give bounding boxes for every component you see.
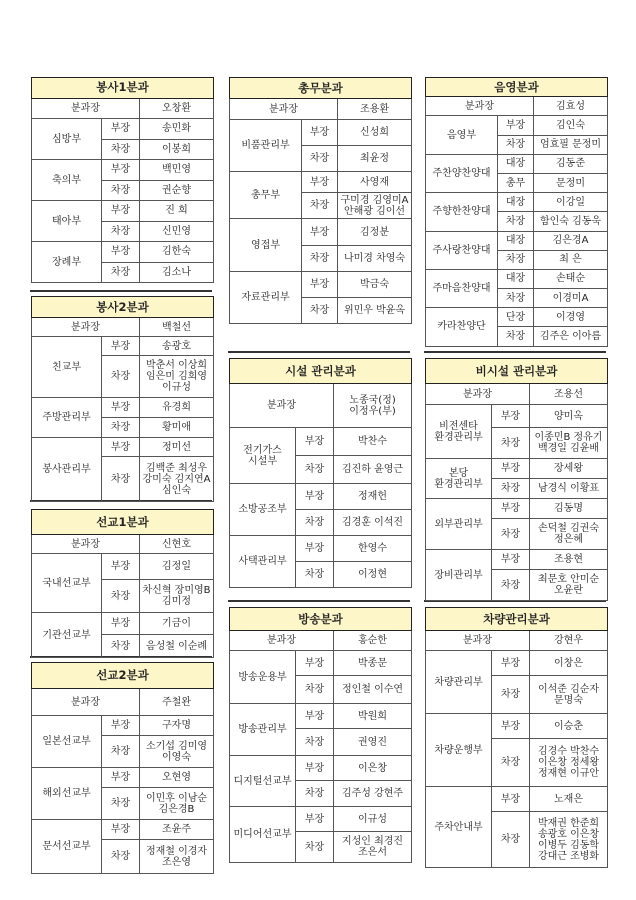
department-name: 카라찬양단 xyxy=(426,308,498,346)
role-label: 차장 xyxy=(498,212,534,231)
role-label: 부장 xyxy=(492,651,530,676)
committee-table-vehicle xyxy=(425,607,608,868)
department-name: 주향한찬양대 xyxy=(426,193,498,231)
role-label: 부장 xyxy=(492,787,530,812)
member-names: 김소나 xyxy=(140,262,214,283)
member-names: 김정분 xyxy=(338,219,412,246)
table-row xyxy=(426,154,608,173)
table-row xyxy=(230,484,412,510)
department-name: 소방공조부 xyxy=(230,484,296,536)
member-names: 권순향 xyxy=(140,180,214,201)
department-name: 비전센타 환경관리부 xyxy=(426,405,492,459)
role-label: 차장 xyxy=(296,510,334,536)
role-label: 차장 xyxy=(102,457,140,502)
committee-table-mission1 xyxy=(31,509,214,658)
department-name: 축의부 xyxy=(32,160,102,201)
member-names: 권영진 xyxy=(334,729,412,756)
committee-head-name: 백철선 xyxy=(140,318,214,337)
member-names: 음성철 이순례 xyxy=(140,635,214,658)
department-name: 일본선교부 xyxy=(32,716,102,768)
role-label: 부장 xyxy=(296,428,334,456)
committee-head-name: 조용환 xyxy=(338,99,412,120)
member-names: 최윤정 xyxy=(338,146,412,172)
role-label: 차장 xyxy=(102,221,140,242)
role-label: 부장 xyxy=(302,272,338,298)
committee-head-label: 분과장 xyxy=(426,384,530,405)
member-names: 신성희 xyxy=(338,120,412,146)
member-names: 조윤주 xyxy=(140,820,214,840)
role-label: 부장 xyxy=(296,536,334,562)
role-label: 대장 xyxy=(498,231,534,250)
role-label: 부장 xyxy=(492,550,530,570)
table-row xyxy=(230,807,412,832)
member-names: 이강일 xyxy=(534,193,608,212)
committee-table-nonfacility xyxy=(425,358,608,601)
department-name: 태아부 xyxy=(32,201,102,242)
member-names: 이봉희 xyxy=(140,139,214,160)
role-label: 차장 xyxy=(102,788,140,820)
separator-line xyxy=(228,351,410,353)
committee-head-name: 신현호 xyxy=(140,535,214,554)
department-name: 문서선교부 xyxy=(32,820,102,874)
role-label: 차장 xyxy=(296,562,334,588)
role-label: 부장 xyxy=(102,613,140,635)
table-row xyxy=(426,269,608,288)
role-label: 차장 xyxy=(492,519,530,550)
member-names: 나미경 차영숙 xyxy=(338,246,412,272)
committee-head-label: 분과장 xyxy=(426,631,530,651)
department-name: 심방부 xyxy=(32,119,102,160)
role-label: 부장 xyxy=(492,714,530,739)
committee-title: 비시설 관리분과 xyxy=(426,359,608,384)
role-label: 부장 xyxy=(102,820,140,840)
member-names: 이규성 xyxy=(334,807,412,832)
department-name: 주차안내부 xyxy=(426,787,492,868)
member-names: 송민화 xyxy=(140,119,214,140)
member-names: 김경수 박찬수 이은창 정세왕 정재현 이규안 xyxy=(530,739,608,787)
committee-title: 봉사2분과 xyxy=(32,297,214,318)
role-label: 차장 xyxy=(498,250,534,269)
member-names: 기금이 xyxy=(140,613,214,635)
member-names: 노재은 xyxy=(530,787,608,812)
department-name: 기관선교부 xyxy=(32,613,102,658)
table-row xyxy=(230,219,412,246)
member-names: 오현영 xyxy=(140,768,214,788)
table-row xyxy=(32,119,214,140)
member-names: 사영재 xyxy=(338,172,412,193)
member-names: 손태순 xyxy=(534,269,608,288)
separator-line xyxy=(30,290,212,292)
committee-table-bongsa2 xyxy=(31,296,214,502)
role-label: 부장 xyxy=(102,201,140,222)
table-row xyxy=(32,820,214,840)
role-label: 차장 xyxy=(498,135,534,154)
role-label: 부장 xyxy=(296,651,334,676)
role-label: 차장 xyxy=(492,479,530,499)
committee-table-broadcast xyxy=(229,607,412,863)
member-names: 김주성 강현주 xyxy=(334,781,412,807)
table-row xyxy=(32,554,214,580)
table-row xyxy=(32,242,214,263)
member-names: 이석준 김순자 문명숙 xyxy=(530,676,608,714)
member-names: 최 은 xyxy=(534,250,608,269)
table-row xyxy=(32,613,214,635)
member-names: 한영수 xyxy=(334,536,412,562)
role-label: 차장 xyxy=(102,418,140,438)
member-names: 박종문 xyxy=(334,651,412,676)
role-label: 단장 xyxy=(498,308,534,327)
committee-head-label: 분과장 xyxy=(32,318,140,337)
table-row xyxy=(32,398,214,418)
role-label: 차장 xyxy=(102,180,140,201)
role-label: 부장 xyxy=(296,807,334,832)
committee-head-name: 강현우 xyxy=(530,631,608,651)
role-label: 대장 xyxy=(498,269,534,288)
member-names: 이경미A xyxy=(534,289,608,308)
committee-table-eumyoung xyxy=(425,77,608,347)
role-label: 대장 xyxy=(498,154,534,173)
role-label: 차장 xyxy=(102,139,140,160)
table-row xyxy=(230,120,412,146)
table-row xyxy=(426,116,608,135)
committee-table-facility xyxy=(229,358,412,588)
member-names: 소기섭 김미영 이영숙 xyxy=(140,736,214,768)
role-label: 차장 xyxy=(492,812,530,868)
committee-table-chongmu xyxy=(229,77,412,324)
member-names: 남경식 이황표 xyxy=(530,479,608,499)
table-row xyxy=(230,704,412,729)
role-label: 부장 xyxy=(296,756,334,781)
table-row xyxy=(426,787,608,812)
member-names: 김한숙 xyxy=(140,242,214,263)
table-row xyxy=(32,438,214,457)
member-names: 황미애 xyxy=(140,418,214,438)
table-row xyxy=(32,768,214,788)
table-row xyxy=(426,231,608,250)
separator-line xyxy=(424,351,606,353)
committee-head-label: 분과장 xyxy=(230,99,338,120)
role-label: 차장 xyxy=(102,580,140,613)
role-label: 차장 xyxy=(296,456,334,484)
committee-title: 방송분과 xyxy=(230,608,412,631)
member-names: 유경희 xyxy=(140,398,214,418)
table-row xyxy=(32,160,214,181)
department-name: 해외선교부 xyxy=(32,768,102,820)
role-label: 총무 xyxy=(498,173,534,192)
member-names: 이종민B 정유기 백경일 김윤배 xyxy=(530,428,608,459)
member-names: 구미경 김영미A 안해광 김이선 xyxy=(338,193,412,219)
member-names: 박원희 xyxy=(334,704,412,729)
department-name: 외부관리부 xyxy=(426,499,492,550)
member-names: 손덕철 김권숙 정은혜 xyxy=(530,519,608,550)
role-label: 차장 xyxy=(498,327,534,346)
department-name: 전기가스 시설부 xyxy=(230,428,296,484)
committee-head-label: 분과장 xyxy=(32,535,140,554)
table-row xyxy=(426,405,608,428)
role-label: 부장 xyxy=(498,116,534,135)
role-label: 부장 xyxy=(102,716,140,736)
role-label: 부장 xyxy=(102,438,140,457)
member-names: 김경훈 이석진 xyxy=(334,510,412,536)
role-label: 차장 xyxy=(302,298,338,324)
role-label: 차장 xyxy=(102,356,140,398)
member-names: 장세왕 xyxy=(530,459,608,479)
department-name: 봉사관리부 xyxy=(32,438,102,502)
department-name: 차량관리부 xyxy=(426,651,492,714)
member-names: 정미선 xyxy=(140,438,214,457)
table-row xyxy=(32,337,214,356)
role-label: 차장 xyxy=(102,840,140,874)
member-names: 문정미 xyxy=(534,173,608,192)
role-label: 부장 xyxy=(492,499,530,519)
department-name: 미디어선교부 xyxy=(230,807,296,863)
committee-head-label: 분과장 xyxy=(230,631,334,651)
member-names: 이은창 xyxy=(334,756,412,781)
department-name: 음영부 xyxy=(426,116,498,154)
committee-head-name: 김효성 xyxy=(534,97,608,116)
table-row xyxy=(32,716,214,736)
department-name: 주사랑찬양대 xyxy=(426,231,498,269)
committee-head-name: 조용선 xyxy=(530,384,608,405)
member-names: 김주은 이아름 xyxy=(534,327,608,346)
member-names: 김동명 xyxy=(530,499,608,519)
member-names: 구자명 xyxy=(140,716,214,736)
role-label: 차장 xyxy=(296,676,334,704)
member-names: 지성인 최경진 조은서 xyxy=(334,832,412,863)
table-row xyxy=(230,651,412,676)
role-label: 차장 xyxy=(492,739,530,787)
role-label: 부장 xyxy=(492,459,530,479)
member-names: 박춘서 이상희 임은미 김희영 이규성 xyxy=(140,356,214,398)
role-label: 차장 xyxy=(102,635,140,658)
committee-title: 차량관리분과 xyxy=(426,608,608,631)
role-label: 부장 xyxy=(102,768,140,788)
role-label: 차장 xyxy=(296,832,334,863)
committee-table-bongsa1 xyxy=(31,77,214,283)
member-names: 김정일 xyxy=(140,554,214,580)
role-label: 차장 xyxy=(302,146,338,172)
department-name: 본당 환경관리부 xyxy=(426,459,492,499)
role-label: 차장 xyxy=(492,428,530,459)
department-name: 주방관리부 xyxy=(32,398,102,438)
table-row xyxy=(230,172,412,193)
committee-table-mission2 xyxy=(31,662,214,874)
department-name: 방송관리부 xyxy=(230,704,296,756)
role-label: 부장 xyxy=(102,119,140,140)
table-row xyxy=(32,201,214,222)
member-names: 정재헌 xyxy=(334,484,412,510)
member-names: 함인숙 김동욱 xyxy=(534,212,608,231)
committee-head-name: 오창환 xyxy=(140,98,214,119)
role-label: 부장 xyxy=(102,242,140,263)
role-label: 부장 xyxy=(302,120,338,146)
role-label: 부장 xyxy=(492,405,530,428)
department-name: 디지털선교부 xyxy=(230,756,296,807)
department-name: 장례부 xyxy=(32,242,102,283)
role-label: 부장 xyxy=(102,554,140,580)
committee-head-label: 분과장 xyxy=(32,98,140,119)
department-name: 국내선교부 xyxy=(32,554,102,613)
table-row xyxy=(426,651,608,676)
department-name: 방송운용부 xyxy=(230,651,296,704)
member-names: 송광호 xyxy=(140,337,214,356)
committee-head-name: 주철완 xyxy=(140,689,214,716)
department-name: 장비관리부 xyxy=(426,550,492,601)
role-label: 부장 xyxy=(296,704,334,729)
role-label: 차장 xyxy=(102,736,140,768)
committee-head-label: 분과장 xyxy=(32,689,140,716)
role-label: 차장 xyxy=(296,729,334,756)
department-name: 주찬양찬양대 xyxy=(426,154,498,192)
committee-head-name: 홍순한 xyxy=(334,631,412,651)
role-label: 차장 xyxy=(492,676,530,714)
table-row xyxy=(426,193,608,212)
role-label: 차장 xyxy=(302,193,338,219)
department-name: 사택관리부 xyxy=(230,536,296,588)
table-row xyxy=(426,714,608,739)
separator-line xyxy=(228,600,410,602)
committee-title: 총무분과 xyxy=(230,78,412,99)
role-label: 차장 xyxy=(492,570,530,601)
member-names: 박재권 한준희 송광호 이은창 이병두 김동학 강대근 조병화 xyxy=(530,812,608,868)
member-names: 정재철 이경자 조은영 xyxy=(140,840,214,874)
role-label: 차장 xyxy=(102,262,140,283)
member-names: 위민우 박윤옥 xyxy=(338,298,412,324)
committee-title: 봉사1분과 xyxy=(32,78,214,99)
table-row xyxy=(230,428,412,456)
table-row xyxy=(230,536,412,562)
committee-head-label: 분과장 xyxy=(230,384,334,428)
table-row xyxy=(426,550,608,570)
committee-title: 선교2분과 xyxy=(32,663,214,689)
member-names: 백민영 xyxy=(140,160,214,181)
department-name: 차량운행부 xyxy=(426,714,492,787)
member-names: 이민후 이남순 김은경B xyxy=(140,788,214,820)
member-names: 박금숙 xyxy=(338,272,412,298)
committee-title: 시설 관리분과 xyxy=(230,359,412,384)
member-names: 김은경A xyxy=(534,231,608,250)
role-label: 부장 xyxy=(302,172,338,193)
table-row xyxy=(426,459,608,479)
role-label: 부장 xyxy=(302,219,338,246)
role-label: 부장 xyxy=(102,160,140,181)
committee-title: 음영분과 xyxy=(426,78,608,97)
member-names: 차신혁 장미영B 김미정 xyxy=(140,580,214,613)
role-label: 차장 xyxy=(302,246,338,272)
member-names: 김동준 xyxy=(534,154,608,173)
member-names: 이승춘 xyxy=(530,714,608,739)
role-label: 부장 xyxy=(102,337,140,356)
department-name: 주마음찬양대 xyxy=(426,269,498,307)
member-names: 엄효필 문정미 xyxy=(534,135,608,154)
department-name: 영접부 xyxy=(230,219,302,272)
member-names: 조용현 xyxy=(530,550,608,570)
committee-title: 선교1분과 xyxy=(32,510,214,535)
member-names: 진 희 xyxy=(140,201,214,222)
role-label: 부장 xyxy=(102,398,140,418)
department-name: 자료관리부 xyxy=(230,272,302,324)
role-label: 대장 xyxy=(498,193,534,212)
table-row xyxy=(230,272,412,298)
committee-head-name: 노종국(정) 이정우(부) xyxy=(334,384,412,428)
table-row xyxy=(426,499,608,519)
member-names: 최문호 안미순 오윤란 xyxy=(530,570,608,601)
table-row xyxy=(230,756,412,781)
member-names: 양미옥 xyxy=(530,405,608,428)
role-label: 부장 xyxy=(296,484,334,510)
member-names: 이창은 xyxy=(530,651,608,676)
role-label: 차장 xyxy=(498,289,534,308)
member-names: 이정현 xyxy=(334,562,412,588)
committee-head-label: 분과장 xyxy=(426,97,534,116)
member-names: 이경영 xyxy=(534,308,608,327)
department-name: 비품관리부 xyxy=(230,120,302,172)
role-label: 차장 xyxy=(296,781,334,807)
member-names: 김인숙 xyxy=(534,116,608,135)
department-name: 총무부 xyxy=(230,172,302,219)
member-names: 박찬수 xyxy=(334,428,412,456)
member-names: 김진하 윤영근 xyxy=(334,456,412,484)
department-name: 친교부 xyxy=(32,337,102,398)
member-names: 정인철 이수연 xyxy=(334,676,412,704)
member-names: 김백준 최성우 강미숙 김지연A 심인숙 xyxy=(140,457,214,502)
table-row xyxy=(426,308,608,327)
member-names: 신민영 xyxy=(140,221,214,242)
